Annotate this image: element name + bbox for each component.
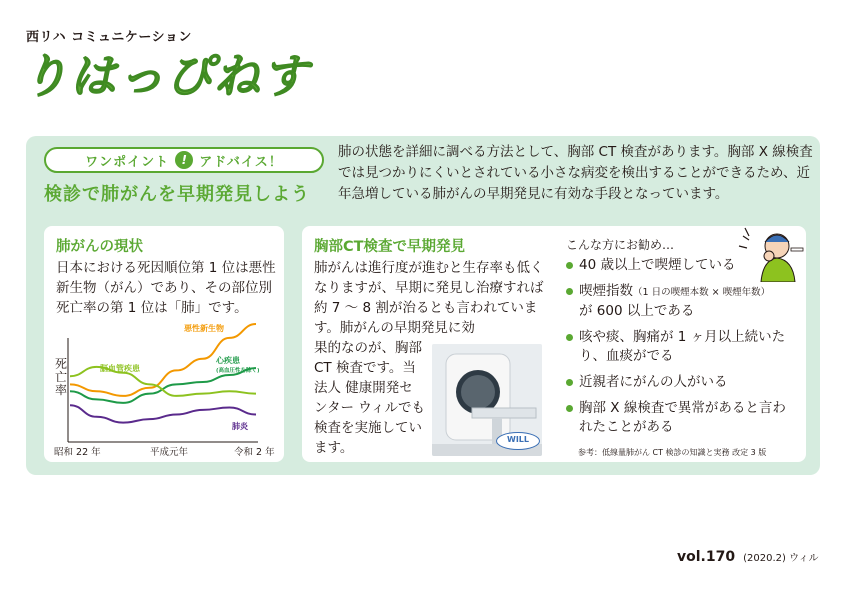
series-label-heart-name: 心疾患 [216,356,240,365]
will-logo: WILL [496,432,540,450]
list-item: 喫煙指数（1 日の喫煙本数 × 喫煙年数） が 600 以上である [566,282,798,321]
volume-number: vol.170 [677,549,736,565]
pill-right-text: アドバイス！ [199,154,283,170]
intro-text: 肺の状態を詳細に調べる方法として、胸部 CT 検査があります。胸部 X 線検査では見つかりにくいとされている小さな病変を検出することができるため、近年急増している肺がんの早期発見に有効な手段となっています。 [338,144,813,202]
brand-subtitle: 西リハ コミュニケーション [26,30,192,45]
card1-body: 日本における死因順位第 1 位は悪性新生物（がん）であり、その部位別死亡率の第 1 位は「肺」です。 [56,260,276,316]
coughing-man-illustration [735,226,805,282]
mortality-line-chart [52,318,278,460]
card2-body: 肺がんは進行度が進むと生存率も低くなりますが、早期に発見し治療すれば約 7 ～ 8 割が治るとも言われています。肺がんの早期発見に効 [314,260,544,336]
list-item: 40 歳以上で喫煙している [566,256,798,275]
series-label-cerebro: 脳血管疾患 [100,364,140,373]
one-point-advice-pill [44,147,324,173]
series-label-heart-sub: (高血圧性を除く) [216,368,260,374]
list-item: 胸部 X 線検査で異常があると言われたことがある [566,399,798,437]
list-item: 近親者にがんの人がいる [566,373,798,392]
issue-date: (2020.2) ウィル [743,553,819,564]
series-label-pneumonia: 肺炎 [232,422,248,431]
card2-title: 胸部CT検査で早期発見 [314,239,466,255]
bullet-icon [566,379,573,386]
reference-note: 参考：低線量肺がん CT 検診の知識と実務 改定 3 版 [578,448,767,457]
card1-title: 肺がんの現状 [56,239,143,255]
issue-footer [677,549,818,565]
x-tick-label: 令和 2 年 [234,447,275,458]
bullet-icon [566,405,573,412]
series-line-3 [70,405,256,422]
recommend-heading: こんな方にお勧め… [566,238,675,252]
card2-body-continued: 果的なのが、胸部 CT 検査です。当法人 健康開発センター ウィルでも検査を実施しています。 [314,340,425,456]
brand-title: りはっぴねす [22,49,310,103]
series-label-heart [216,355,260,374]
bullet-icon [566,334,573,341]
x-tick-label: 昭和 22 年 [54,447,101,458]
y-axis-label: 死亡率 [55,357,68,397]
x-tick-label: 平成元年 [150,447,189,458]
recommend-list [566,256,798,444]
headline: 検診で肺がんを早期発見しよう [44,184,310,205]
series-label-cancer: 悪性新生物 [184,324,224,333]
pill-left-text: ワンポイント [85,154,170,170]
bullet-icon [566,288,573,295]
bullet-icon [566,262,573,269]
list-item: 咳や痰、胸痛が 1 ヶ月以上続いたり、血痰がでる [566,328,798,366]
exclamation-icon: ! [175,151,193,169]
